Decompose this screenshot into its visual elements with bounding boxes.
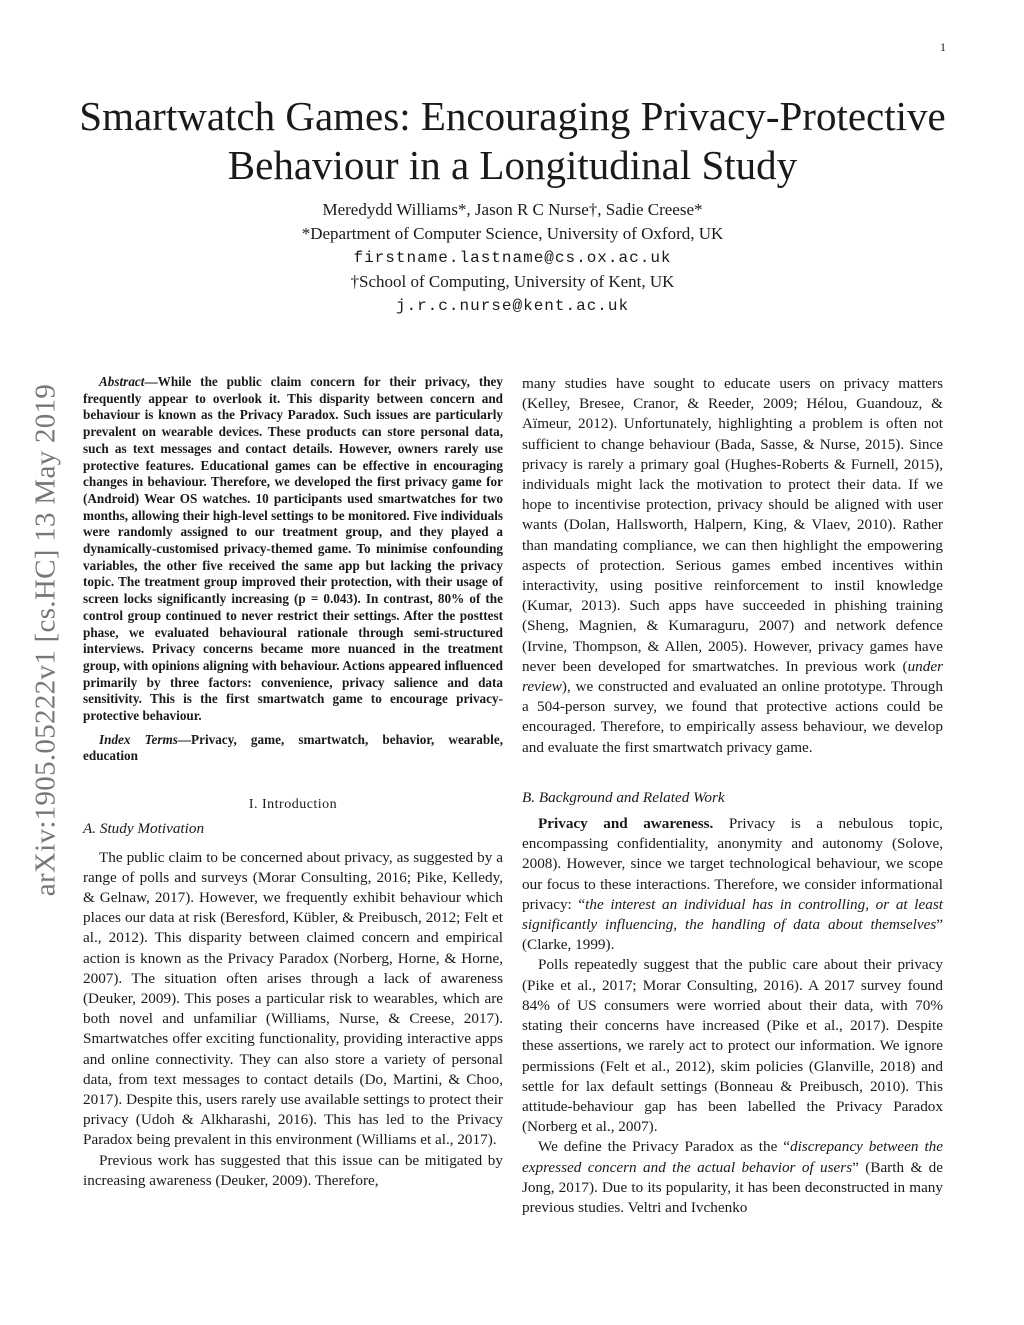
under-review-note: under review [522,657,943,696]
section-heading-introduction: I. Introduction [248,797,338,813]
intro-paragraph-1: The public claim to be concerned about privacy, as suggested by a range of polls and surveys (Morar Consulting, 2016; Pike, Kelledy, & Gelnaw, 2017). However, we frequently exhibit behaviour which places our data at risk (Beresford, Kübler, & Preibusch, 2012; Felt et al., 2012). This disparity between claimed concern and empirical action is known as the Privacy Paradox (Norberg, Horne, & Horne, 2007). The situation often arises through a lack of awareness (Deuker, 2009). This poses a particular risk to wearables, which are both novel and unfamiliar (Williams, Nurse, & Creese, 2017). Smartwatches offer exciting functionality, providing interactive apps and online connectivity. They can also store a variety of personal data, from text messages to contact details (Do, Martini, & Choo, 2017). Despite this, users rarely use available settings to protect their privacy (Udoh & Alkharashi, 2016). This has led to the Privacy Paradox being prevalent in this environment (Williams et al., 2017). [83,848,503,1149]
index-terms [83,732,503,765]
email-oxford: firstname.lastname@cs.ox.ac.uk [353,249,672,267]
author-names: Meredydd Williams*, Jason R C Nurse†, Sadie Creese* [322,200,703,219]
index-terms-text: —Privacy, game, smartwatch, behavior, wearable, education [83,731,503,764]
title-line-1: Smartwatch Games: Encouraging Privacy-Protective [79,93,946,139]
privacy-awareness-lead: Privacy and awareness. [538,815,714,833]
paper-title [60,92,965,190]
subsection-heading-background: B. Background and Related Work [522,788,725,806]
abstract-text: —While the public claim concern for their privacy, they frequently appear to overlook it. This disparity between concern and behaviour is known as the Privacy Paradox. Such issues are particularly prevalent on wearable devices. These products can store personal data, such as text messages and contact details. However, owners rarely use protective features. Educational games can be effective in encouraging changes in behaviour. Therefore, we developed the first privacy game for (Android) Wear OS watches. 10 participants used smartwatches for two months, allowing their high-level settings to be monitored. Five individuals were randomly assigned to our treatment group, and they played a dynamically-customised privacy-themed game. To minimise confounding variables, the other five received the same app but lacking the privacy topic. The treatment group improved their protection, with their usage of screen locks significantly increasing (p = 0.043). In contrast, 80% of the control group continued to never restrict their settings. After the posttest phase, we evaluated behavioural rationale through semi-structured interviews. Privacy concerns became more nuanced in the treatment group, with opinions aligning with behaviour. Actions appeared influenced primarily by three factors: convenience, privacy salience and data sensitivity. This is the first smartwatch game to encourage privacy-protective behaviour. [83,374,503,724]
affiliation-oxford: *Department of Computer Science, University of Oxford, UK [301,224,724,243]
abstract-label: Abstract [99,374,145,389]
author-block [60,198,965,318]
arxiv-stamp-text: arXiv:1905.05222v1 [cs.HC] 13 May 2019 [29,383,62,897]
intro-paragraph-2: Previous work has suggested that this issue can be mitigated by increasing awareness (Deuker, 2009). Therefore, [83,1151,503,1189]
index-terms-label: Index Terms [99,731,178,747]
email-kent: j.r.c.nurse@kent.ac.uk [395,297,630,315]
intro-paragraph-2-continued: many studies have sought to educate users on privacy matters (Kelley, Bresee, Cranor, & Reeder, 2009; Hélou, Guandouz, & Aïmeur, 2012). Unfortunately, highlighting a problem is often not sufficient to change behaviour (Bada, Sasse, & Nurse, 2015). Since privacy is rarely a primary goal (Hughes-Roberts & Furnell, 2015), individuals might lack the motivation to protect their data. If we hope to incentivise protection, privacy should be aligned with user wants (Dolan, Hallsworth, Halpern, King, & Vlaev, 2010). Rather than mandating compliance, we can then highlight the empowering aspects of protection. Serious games embed incentives within interactivity, using positive reinforcement to instil knowledge (Kumar, 2013). Such apps have succeeded in phishing training (Sheng, Magnien, & Kumaraguru, 2007) and network defence (Irvine, Thompson, & Allen, 2005). However, privacy games have never been developed for smartwatches. In previous work (under review), we constructed and evaluated an online prototype. Through a 504-person survey, we found that protective actions could be encouraged. Therefore, to empirically assess behaviour, we develop and evaluate the first smartwatch privacy game. [522,375,943,756]
left-column [83,374,503,1191]
background-paragraph-1: Privacy and awareness. Privacy is a nebulous topic, encompassing confidentiality, anonymity and autonomy (Solove, 2008). However, since we target technological behaviour, we scope our focus to these interactions. Therefore, we consider informational privacy: “the interest an individual has in controlling, or at least significantly influencing, the handling of data about themselves” (Clarke, 1999). [522,815,943,954]
background-paragraph-3: We define the Privacy Paradox as the “discrepancy between the expressed concern and the actual behavior of users” (Barth & de Jong, 2017). Due to its popularity, it has been deconstructed in many previous studies. Veltri and Ivchenko [522,1138,943,1216]
page-number: 1 [940,40,946,54]
affiliation-kent: †School of Computing, University of Kent, UK [350,272,675,291]
abstract [83,374,503,725]
title-line-2: Behaviour in a Longitudinal Study [227,142,798,188]
subsection-heading-study-motivation: A. Study Motivation [83,820,205,838]
background-paragraph-2: Polls repeatedly suggest that the public care about their privacy (Pike et al., 2017; Morar Consulting, 2016). A 2017 survey found 84% of US consumers were worried about their data, with 70% stating their concerns have increased (Pike et al., 2017). Despite these assertions, we rarely act to protect our information. We ignore permissions (Felt et al., 2012), skim policies (Glanville, 2018) and settle for lax default settings (Bonneau & Preibusch, 2010). This attitude-behaviour gap has been labelled the Privacy Paradox (Norberg et al., 2007). [522,956,943,1136]
right-column [522,374,943,1218]
